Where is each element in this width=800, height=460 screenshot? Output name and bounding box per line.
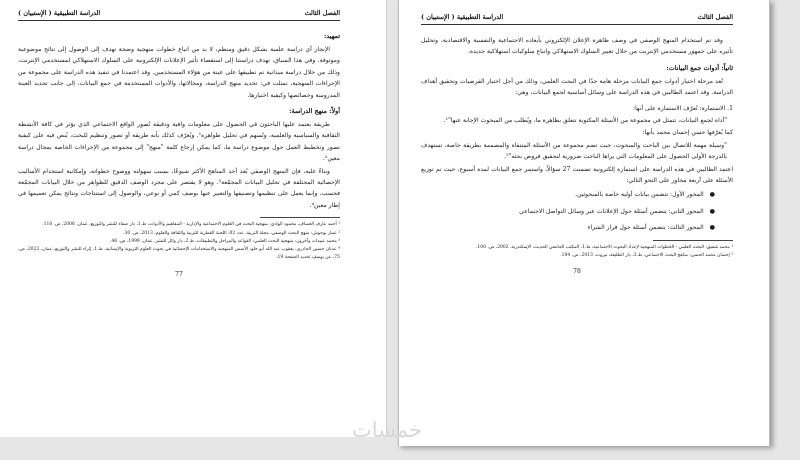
footnote-divider	[260, 217, 340, 218]
footnote-divider	[653, 240, 733, 241]
bullet-icon: ●	[709, 191, 715, 199]
running-header	[421, 13, 733, 25]
axis-label: المحور الثالث: يتضمن أسئلة حول قرار الشراء	[587, 224, 704, 232]
bullet-icon: ●	[709, 224, 715, 232]
questionnaire-label: 1. الاستمارة: تُعرّف الاستمارة على أنها:	[633, 104, 733, 112]
intro-heading: تمهيد:	[323, 32, 340, 40]
footnote: ² عمار بوحوش: منهج البحث الوصفي، مجلة التربية، عدد 02، اللجنة القطرية للتربية والثقافة والعلوم، 2013، ص. 30.	[123, 230, 340, 236]
header-section: الدراسة التطبيقية ( الإستبيان )	[421, 13, 504, 21]
page-number: 78	[573, 268, 581, 276]
footnote: ³ محمد عبيدات وآخرون: منهجية البحث العلمي: القواعد والمراحل والتطبيقات، ط.2، دار وائل للنشر، عمان، 1999، ص. 46.	[109, 238, 340, 244]
header-chapter: الفصل الثالث	[697, 13, 733, 21]
footnotes	[18, 221, 340, 262]
list-item	[421, 206, 715, 217]
method-heading: أولاً: منهج الدراسة:	[289, 107, 340, 116]
footnote: ¹ محمد شفيق: البحث العلمي - الخطوات المنهجية لإعداد البحوث الاجتماعية، ط.1، المكتب الجامعي الحديث، الإسكندرية، 2002، ص. 100.	[475, 244, 733, 250]
watermark-logo: خمسات	[352, 418, 423, 442]
secondary-definition: "وسيلة مهمة للاتصال بين الباحث والمبحوث، حيث تضم مجموعة من الأسئلة المنتقاة والمصممة بطريقة خاصة، تستهدف بالدرجة الأولى الحصول على المعلومات التي يراها الباحث ضرورية لتحقيق فروض بحثه"².	[421, 141, 727, 161]
method-paragraph-1: طريقة يعتمد عليها الباحثون في الحصول على معلومات وافية ودقيقة تُصور الواقع الاجتماعي الذي يؤثر في كافة الأنشطة الثقافية والسياسية والعلمية، وتُسهم في تحليل ظواهره¹. ويُعرّف كذلك بأنه طريقة أو تصور وتنظيم للبحث، يُنص فيه على كيفية تصور وتخطيط العمل حول موضوع دراسة ما، كما يمكن إرجاع كلمة "منهج" إلى مجموعة من الإجراءات الخاصة بمجال دراسة معين².	[18, 121, 340, 163]
document-page-77	[0, 0, 387, 437]
document-page-78	[398, 0, 770, 446]
list-item	[421, 189, 715, 200]
method-continuation-paragraph: وقد تم استخدام المنهج الوصفي في وصف ظاهرة الإعلان الإلكتروني بأبعاده الاجتماعية والنفسية والاقتصادية، وتحليل تأثيره على جمهور مستخدمي الإنترنت من خلال تغيير السلوك الاستهلاكي واتباع سلوكيات استهلاكية جديدة.	[421, 37, 733, 56]
intro-paragraph: الإنجاز أي دراسة علمية بشكل دقيق ومنظم، لا بد من اتباع خطوات منهجية وضحة تهدف إلى الوصول إلى نتائج موضوعية وموثوقة. وفي هذا السياق، تهدف دراستنا إلى استقصاء تأثير الإعلانات الإلكترونية على السلوك الاستهلاكي لمستخدمي الإنترنت، وذلك من خلال دراسة ميدانية تم تطبيقها على عينة من هؤلاء المستخدمين. وقد اعتمدنا في تنفيذ هذه الدراسة على مجموعة من الإجراءات المنهجية، تمثلت في: تحديد منهج الدراسة، ومجالاتها، والأدوات المستخدمة في جمع البيانات، إلى جانب تحديد العينة المدروسة وخصائصها وكيفية اختيارها.	[18, 46, 340, 99]
footnote: ¹ أحمد عارف العساف، محمود الوادي: منهجية البحث في العلوم الاجتماعية والإدارية - المفاهيم والأدوات، ط.1، دار صفاء للنشر والتوزيع، عمان، 2006، ص. 110.	[42, 222, 340, 228]
page-77-content	[0, 0, 386, 280]
footnote: ⁴ عدنان حسين الجادري، يعقوب عبد الله أبو حلو: الأسس المنهجية والاستخدامات الإحصائية في بحوث العلوم التربوية والإنسانية، ط.1، إثراء للنشر والتوزيع، عمان، 2023، ص. 75، عن يوسف تحديد الصفحة 19.	[18, 247, 340, 261]
bullet-icon: ●	[709, 207, 715, 215]
list-item	[421, 222, 715, 233]
axis-label: المحور الأول: تتضمن بيانات أولية خاصة بالمبحوثين.	[575, 191, 704, 199]
tools-paragraph: تُعد مرحلة اختيار أدوات جمع البيانات مرحلة هامة جدًا في البحث العلمي، وذلك من أجل اختبار الفرضيات وتحقيق أهداف الدراسة. وقد اعتمد الطالبين في هذه الدراسة على وسائل أساسية لجمع البيانات، وهي:	[421, 77, 733, 97]
secondary-definition-intro: كما يُعرّفها حسن إحسان محمد بأنها:	[642, 129, 733, 137]
page-number: 77	[175, 270, 183, 278]
adoption-paragraph: اعتمد الطالبين في هذه الدراسة على استمارة إلكترونية تضمنت 27 سؤالاً، واستمر جمع البيانات لمدة أسبوع، حيث تم توزيع الأسئلة على أربعة محاور على النحو التالي:	[421, 165, 734, 185]
header-section: الدراسة التطبيقية ( الإستبيان )	[18, 9, 101, 17]
axis-label: المحور الثاني: يتضمن أسئلة حول الإعلانات عبر وسائل التواصل الاجتماعي	[519, 207, 704, 215]
page-78-content	[399, 0, 769, 278]
header-chapter: الفصل الثالث	[304, 9, 340, 17]
footnote: ² إحسان محمد الحسن: مناهج البحث الاجتماعي، ط.3، دار الطليعة، بيروت، 2013، ص. 184.	[560, 252, 733, 258]
method-paragraph-2: وبناءً عليه، فإن المنهج الوصفي يُعد أحد المناهج الأكثر شيوعًا، بسبب سهولته ووضوح خطواته، وإمكانية استخدام الأساليب الإحصائية المختلفة في تحليل البيانات المجمّعة³. وهو لا يقتصر على مجرد الوصف الدقيق للظواهر من خلال البيانات المجمّعة فحسب، وإنما يعمل على تنظيمها وتصنيفها والتعبير عنها بوصف كمي أو نوعي، والوصول إلى استنتاجات ونتائج يمكن تعميمها في إطار معين⁴.	[18, 167, 340, 209]
running-header	[18, 9, 340, 21]
tools-heading: ثانياً: أدوات جمع البيانات:	[666, 63, 733, 72]
questionnaire-definition: "أداة لجمع البيانات، تتمثل في مجموعة من الأسئلة المكتوبة تتعلق بظاهرة ما، ويُطلب من المبحوث الإجابة عنها"¹.	[443, 117, 727, 125]
footnotes	[421, 244, 733, 261]
